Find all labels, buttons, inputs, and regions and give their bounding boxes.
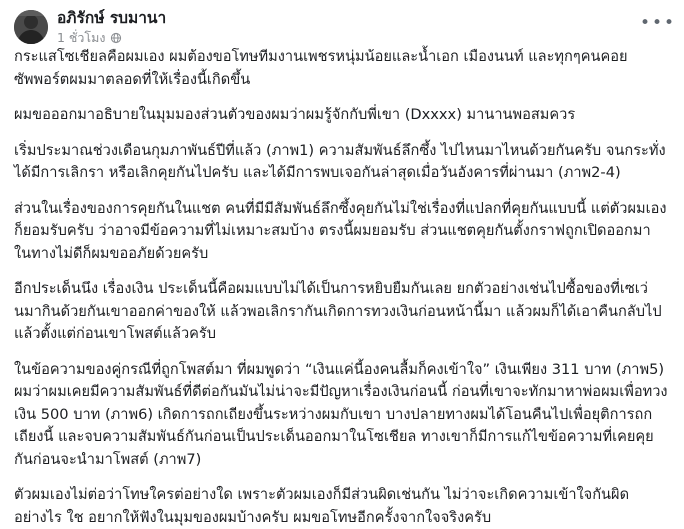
post-timestamp[interactable]: 1 ชั่วโมง bbox=[57, 30, 106, 45]
post-paragraph: กระแสโซเชียลคือผมเอง ผมต้องขอโทษทีมงานเพชรหนุ่มน้อยและน้ำเอก เมืองนนท์ และทุกๆคนคอยซัพพอร์ตผมมาตลอดที่ให้เรื่องนี้เกิดขึ้น bbox=[14, 48, 628, 88]
post-paragraph: ตัวผมเองไม่ต่อว่าโทษใครต่อย่างใด เพราะตัวผมเองก็มีส่วนผิดเช่นกัน ไม่ว่าจะเกิดความเข้าใจกันผิดอย่างไร ใช อยากให้ฟังในมุมของผมบ้างครับ ผมขอโทษอีกครั้งจากใจจริงครับ bbox=[14, 486, 630, 526]
post-header bbox=[0, 0, 684, 44]
avatar[interactable] bbox=[14, 10, 48, 44]
globe-icon bbox=[110, 32, 122, 44]
author-name[interactable]: อภิรักษ์ รบมานา bbox=[57, 9, 167, 27]
post-paragraph: อีกประเด็นนึง เรื่องเงิน ประเด็นนี้คือผมแบบไม่ได้เป็นการหยิบยืมกันเลย ยกตัวอย่างเช่นไปซื้อของที่เซเว่นมากินด้วยกันเขาออกค่าของให้ แล้วพอเลิกรากันเกิดการทวงเงินก่อนหน้านี้มา แล้วผมก็ได้เอาคืนกลับไปแล้วตั้งแต่ก่อนเขาโพสต์แล้วครับ bbox=[14, 280, 662, 342]
post-header-text bbox=[57, 8, 166, 45]
post-body bbox=[0, 44, 684, 529]
post-meta bbox=[57, 30, 166, 45]
post-paragraph: ในข้อความของคู่กรณีที่ถูกโพสต์มา ที่ผมพูดว่า “เงินแค่นี้องคนลื้มก็คงเข้าใจ” เงินเพียง 311 บาท (ภาพ5) ผมว่าผมเคยมีความสัมพันธ์ที่ดีต่อกันมันไม่น่าจะมีปัญหาเรื่องเงินก่อนนี้ ก่อนที่เขาจะทักมาหาพ่อผมเพื่อทวงเงิน 500 บาท (ภาพ6) เกิดการถกเถียงขึ้นระหว่างผมกับเขา บางปลายทางผมได้โอนคืนไปเพื่อยุติการถกเถียงนี้ และจบความสัมพันธ์กันก่อนเป็นประเด็นออกมาในโซเชียล ทางเขาก็มีการแก้ไขข้อความที่เคยคุยกันก่อนจะนำมาโพสต์ (ภาพ7) bbox=[14, 360, 668, 468]
more-options-icon[interactable]: ••• bbox=[639, 13, 677, 33]
post-paragraph: ผมขอออกมาอธิบายในมุมมองส่วนตัวของผมว่าผมรู้จักกับพี่เขา (Dxxxx) มานานพอสมควร bbox=[14, 106, 576, 123]
post-paragraph: เริ่มประมาณช่วงเดือนกุมภาพันธ์ปีที่แล้ว (ภาพ1) ความสัมพันธ์ลึกซึ้ง ไปไหนมาไหนด้วยกันครับ จนกระทั่งได้มีการเลิกรา หรือเลิกคุยกันไปครับ และได้มีการพบเจอกันล่าสุดเมื่อวันอังคารที่ผ่านมา (ภาพ2-4) bbox=[14, 141, 666, 181]
post-paragraph: ส่วนในเรื่องของการคุยกันในแชต คนที่มีมีสัมพันธ์ลึกซึ้งคุยกันไม่ใช่เรื่องที่แปลกที่คุยกันแบบนี้ แต่ตัวผมเองก็ยอมรับครับ ว่าอาจมีข้อความที่ไม่เหมาะสมบ้าง ตรงนี้ผมยอมรับ ส่วนแชตคุยกันตั้งกราฟถูกเปิดออกมา ในทางไม่ดีก็ผมขออภัยด้วยครับ bbox=[14, 199, 667, 262]
avatar-image bbox=[14, 10, 48, 44]
